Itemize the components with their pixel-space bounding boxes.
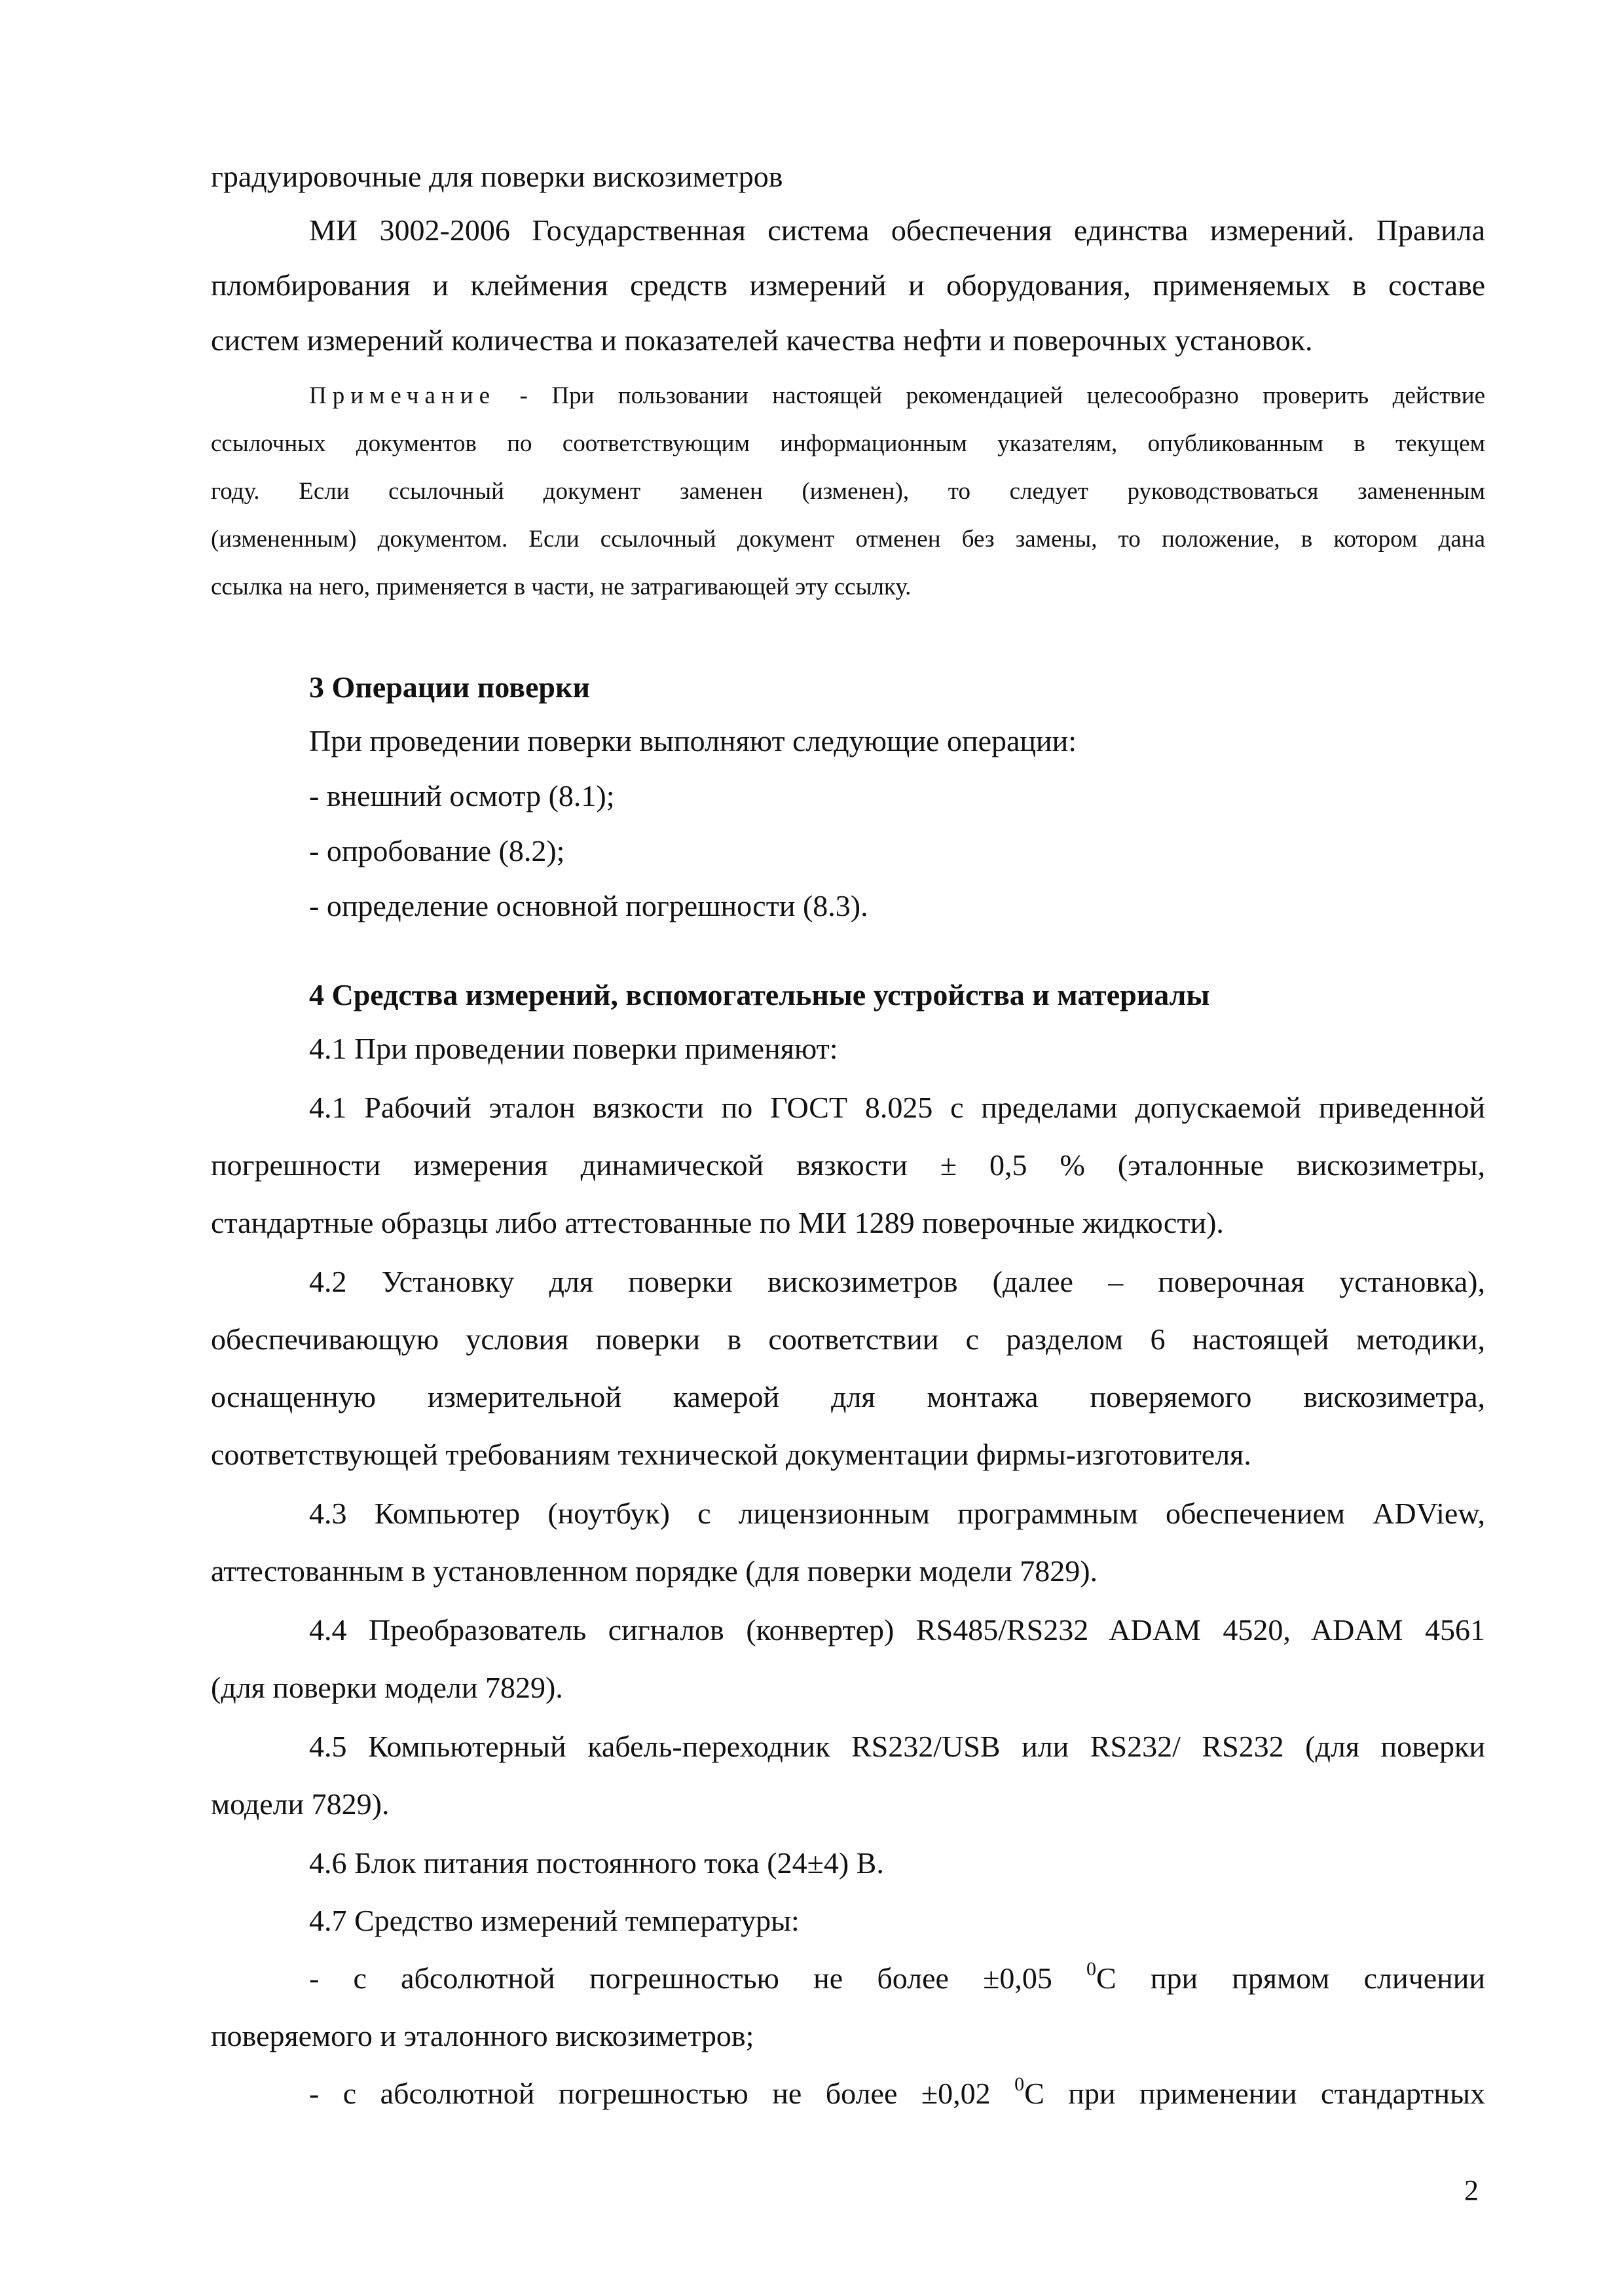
text-line: 4.2 Установку для поверки вискозиметров (далее – поверочная установка), [309, 1265, 1485, 1298]
text-line: стандартные образцы либо аттестованные по МИ 1289 поверочные жидкости). [211, 1206, 1224, 1239]
degree-superscript: 0 [1086, 1958, 1097, 1980]
note-line: году. Если ссылочный документ заменен (изменен), то следует руководствоваться замененным [211, 478, 1485, 505]
text-line: оснащенную измерительной камерой для монтажа поверяемого вискозиметра, [211, 1380, 1485, 1413]
text-line: 4.1 Рабочий эталон вязкости по ГОСТ 8.025 с пределами допускаемой приведенной [309, 1091, 1485, 1124]
text-line: При проведении поверки выполняют следующие операции: [309, 724, 1077, 757]
text-line: погрешности измерения динамической вязкости ± 0,5 % (эталонные вискозиметры, [211, 1148, 1485, 1182]
text-line: модели 7829). [211, 1787, 390, 1821]
text-line: градуировочные для поверки вискозиметров [211, 160, 783, 193]
note-line: Примечание - При пользовании настоящей рекомендацией целесообразно проверить действие [309, 382, 1485, 409]
text-line: 4.5 Компьютерный кабель-переходник RS232/USB или RS232/ RS232 (для поверки [309, 1730, 1485, 1763]
note-line: ссылочных документов по соответствующим информационным указателям, опубликованным в текущем [211, 430, 1485, 457]
section-3-heading: 3 Операции поверки [309, 670, 591, 704]
text-line: 4.4 Преобразователь сигналов (конвертер) RS485/RS232 ADAM 4520, ADAM 4561 [309, 1613, 1485, 1647]
text-line: систем измерений количества и показателей качества нефти и поверочных установок. [211, 323, 1313, 357]
section-4-heading: 4 Средства измерений, вспомогательные устройства и материалы [309, 978, 1210, 1011]
list-item: - определение основной погрешности (8.3). [309, 889, 868, 922]
note-line: (измененным) документом. Если ссылочный документ отменен без замены, то положение, в котором дана [211, 526, 1485, 553]
note-label: Примечание [309, 382, 496, 409]
text-line: 4.7 Средство измерений температуры: [309, 1904, 800, 1937]
text-line: соответствующей требованиям технической документации фирмы-изготовителя. [211, 1438, 1251, 1471]
text-line: - с абсолютной погрешностью не более ±0,05 $^0$C при прямом сличении [309, 1958, 1485, 1995]
page-number: 2 [1464, 2174, 1479, 2206]
list-item: - опробование (8.2); [309, 834, 565, 867]
text-line: 4.3 Компьютер (ноутбук) с лицензионным программным обеспечением ADView, [309, 1497, 1485, 1530]
text-line: (для поверки модели 7829). [211, 1671, 563, 1704]
text-line: 4.6 Блок питания постоянного тока (24±4) В. [309, 1846, 884, 1880]
list-item: - внешний осмотр (8.1); [309, 779, 615, 812]
text-line: - с абсолютной погрешностью не более ±0,02 $^0$C при применении стандартных [309, 2073, 1486, 2110]
text-line: пломбирования и клеймения средств измерений и оборудования, применяемых в составе [211, 268, 1485, 302]
text-line: МИ 3002-2006 Государственная система обеспечения единства измерений. Правила [309, 213, 1485, 247]
degree-superscript: 0 [1014, 2073, 1025, 2095]
text-line: обеспечивающую условия поверки в соответствии с разделом 6 настоящей методики, [211, 1322, 1485, 1356]
text-line: поверяемого и эталонного вискозиметров; [211, 2019, 754, 2052]
text-line: 4.1 При проведении поверки применяют: [309, 1032, 838, 1065]
text-line: аттестованным в установленном порядке (для поверки модели 7829). [211, 1554, 1098, 1588]
note-line: ссылка на него, применяется в части, не затрагивающей эту ссылку. [211, 574, 912, 600]
